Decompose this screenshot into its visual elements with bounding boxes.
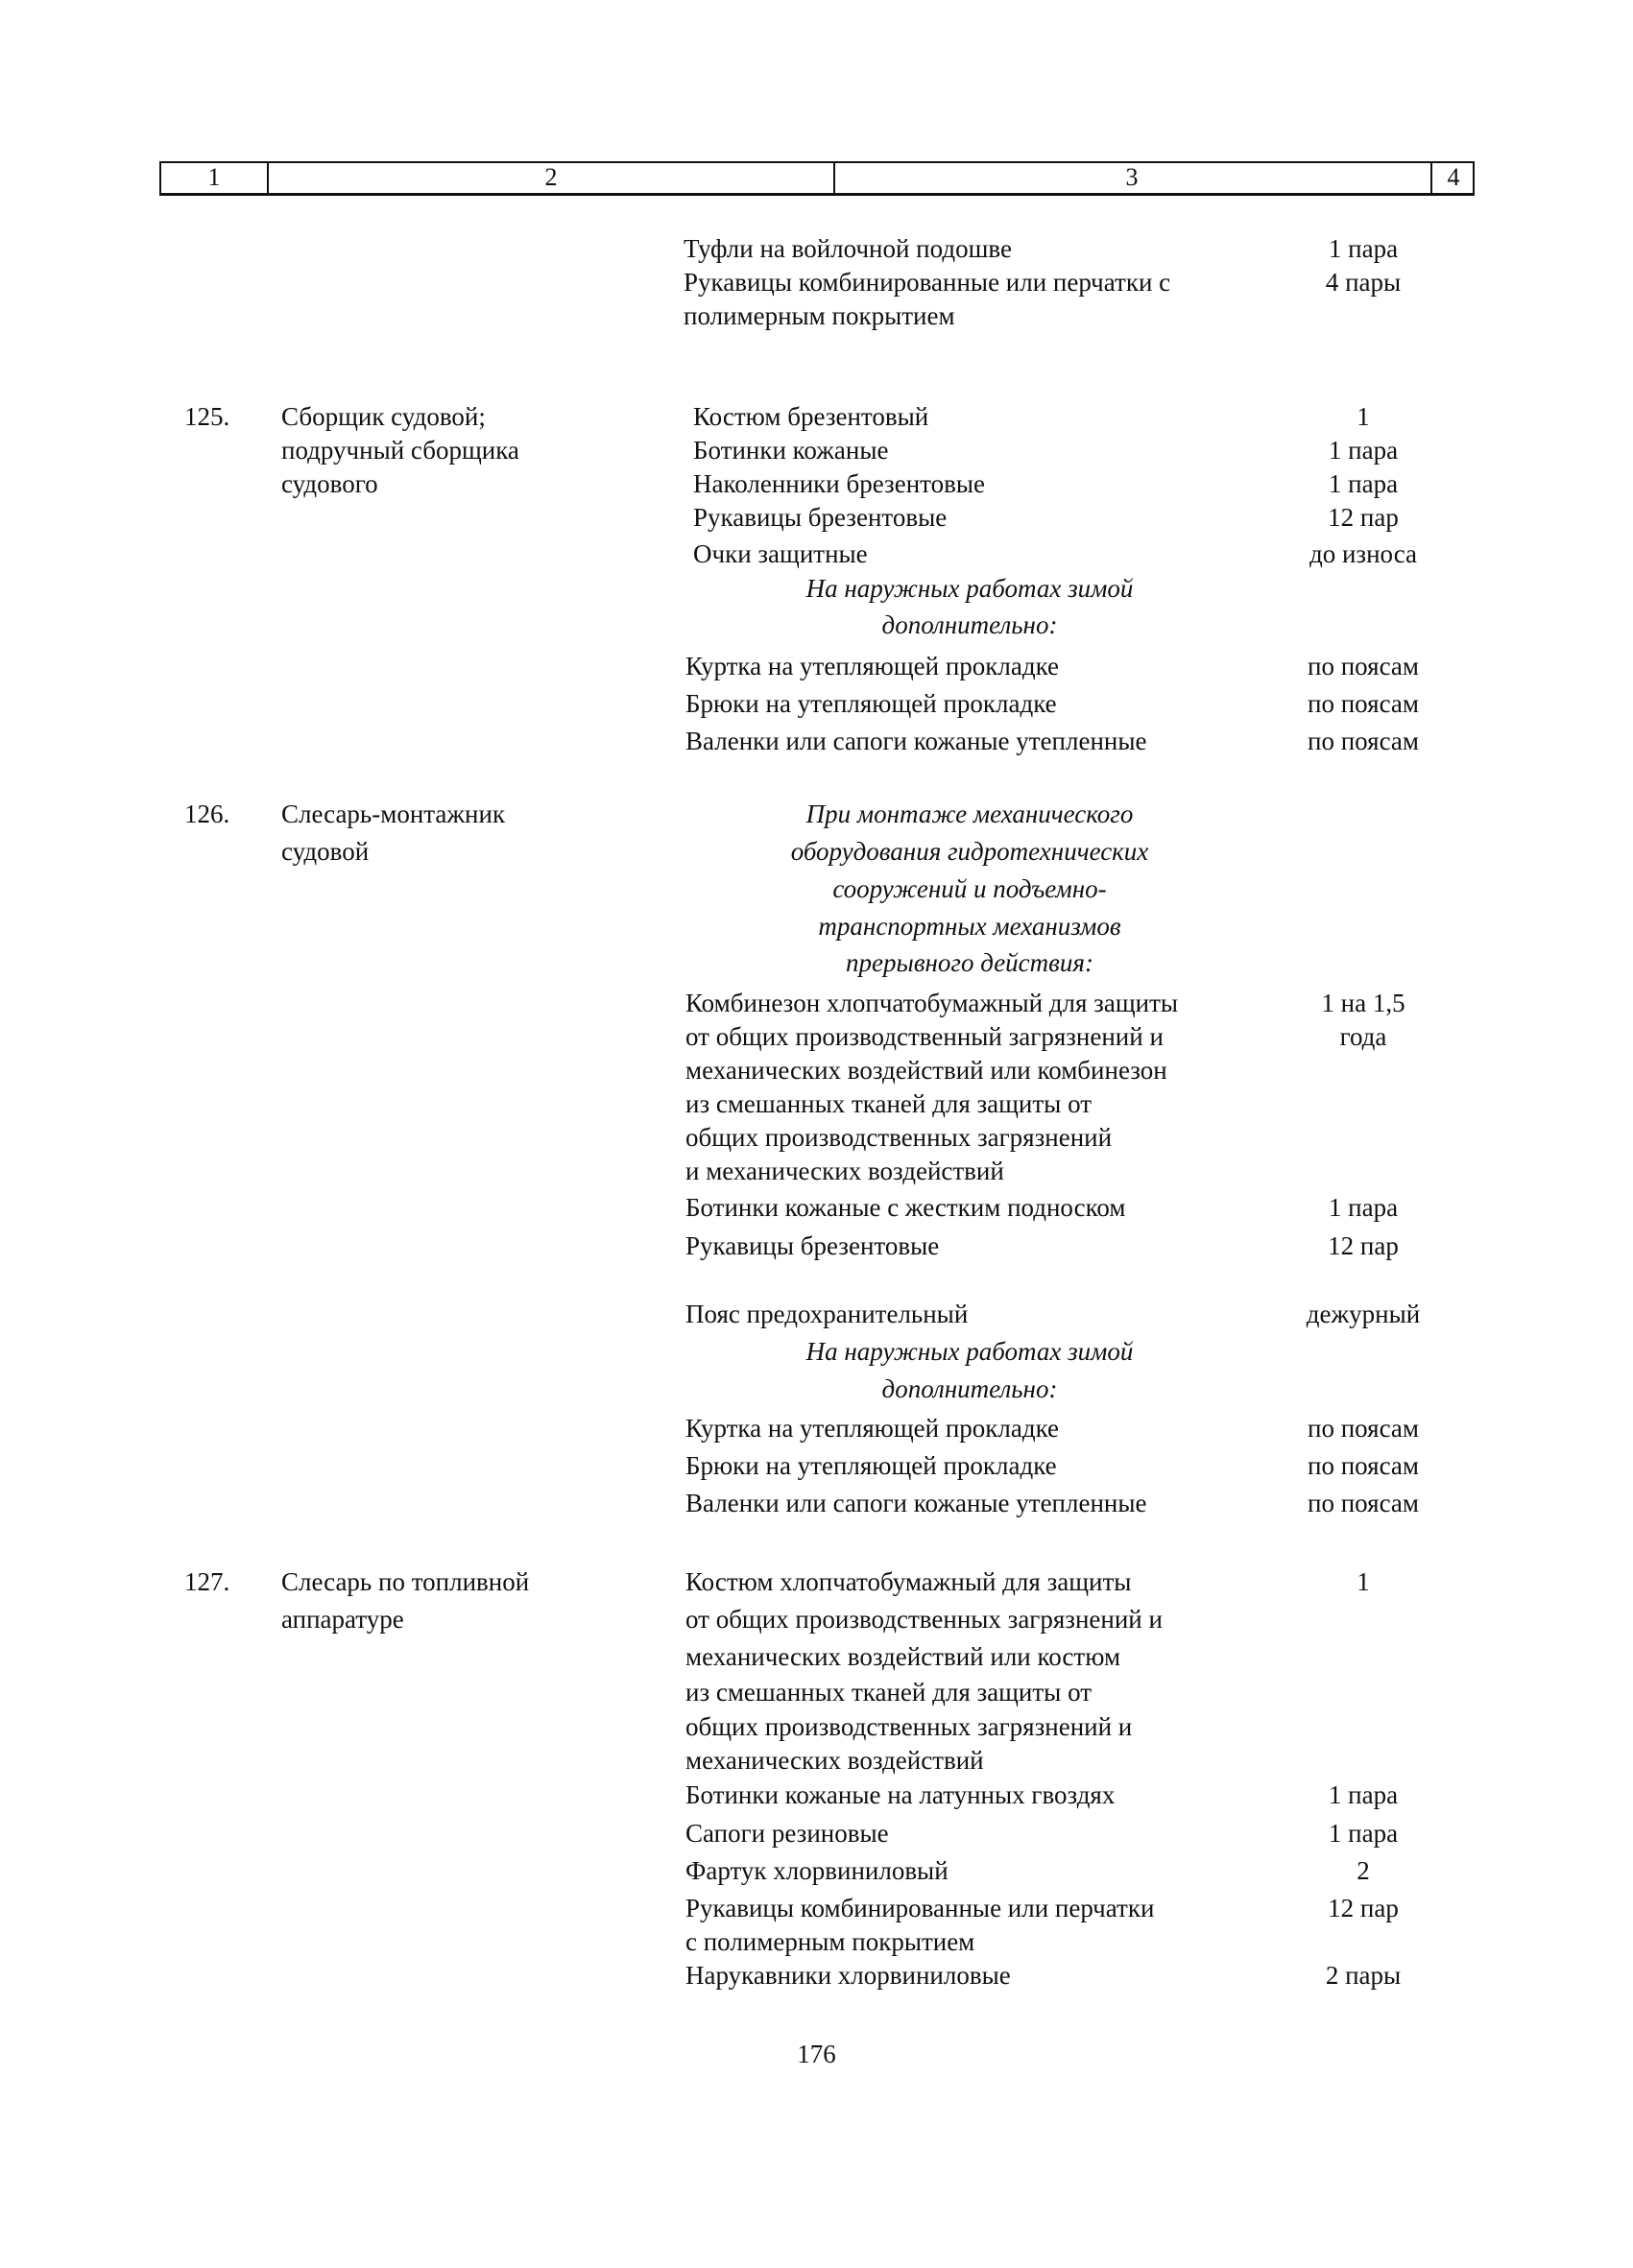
- item-norm: 1: [1357, 402, 1370, 431]
- profession-title: судовой: [281, 837, 370, 866]
- item-name: Рукавицы комбинированные или перчатки: [685, 1894, 1155, 1922]
- item-name: Фартук хлорвиниловый: [685, 1856, 949, 1885]
- item-norm: до износа: [1309, 539, 1418, 568]
- item-norm: 1 пара: [1328, 469, 1399, 498]
- item-name: с полимерным покрытием: [685, 1927, 975, 1956]
- entry-number: 126.: [184, 800, 230, 828]
- item-name: Ботинки кожаные на латунных гвоздях: [685, 1780, 1116, 1809]
- item-name: Куртка на утепляющей прокладке: [685, 1414, 1060, 1443]
- winter-note: На наружных работах зимой: [805, 574, 1134, 603]
- item-norm: по поясам: [1308, 1451, 1419, 1480]
- item-norm: 4 пары: [1325, 268, 1402, 297]
- item-name: Туфли на войлочной подошве: [684, 234, 1012, 263]
- page-number: 176: [797, 2040, 836, 2068]
- item-norm: года: [1339, 1022, 1387, 1051]
- condition-note: транспортных механизмов: [818, 912, 1121, 941]
- condition-note: оборудования гидротехнических: [790, 837, 1149, 866]
- item-norm: по поясам: [1308, 727, 1419, 755]
- item-name: полимерным покрытием: [684, 301, 955, 330]
- item-norm: 1 пара: [1328, 1193, 1399, 1222]
- item-name: Наколенники брезентовые: [693, 469, 985, 498]
- item-name: Костюм хлопчатобумажный для защиты: [685, 1567, 1132, 1596]
- item-norm: 12 пар: [1328, 1231, 1399, 1260]
- winter-note: дополнительно:: [881, 610, 1058, 639]
- item-name: Валенки или сапоги кожаные утепленные: [685, 1489, 1147, 1517]
- header-col-2: 2: [544, 163, 558, 191]
- item-name: механических воздействий или комбинезон: [685, 1056, 1167, 1085]
- item-name: Ботинки кожаные с жестким подноском: [685, 1193, 1126, 1222]
- profession-title: аппаратуре: [281, 1605, 404, 1634]
- entry-number: 127.: [184, 1567, 230, 1596]
- item-name: Куртка на утепляющей прокладке: [685, 652, 1060, 680]
- condition-note: При монтаже механического: [805, 800, 1134, 828]
- entry-number: 125.: [184, 402, 230, 431]
- item-norm: 1 пара: [1328, 436, 1399, 465]
- table-header-row: [159, 161, 1475, 196]
- condition-note: сооружений и подъемно-: [832, 874, 1107, 903]
- item-norm: 1 пара: [1328, 234, 1399, 263]
- condition-note: прерывного действия:: [846, 948, 1093, 977]
- item-norm: 2 пары: [1325, 1961, 1402, 1990]
- item-name: из смешанных тканей для защиты от: [685, 1089, 1093, 1118]
- item-norm: 12 пар: [1328, 503, 1399, 532]
- item-name: из смешанных тканей для защиты от: [685, 1678, 1093, 1707]
- item-norm: 1 пара: [1328, 1819, 1399, 1848]
- item-name: и механических воздействий: [685, 1157, 1004, 1185]
- item-name: Рукавицы брезентовые: [693, 503, 948, 532]
- header-col-3: 3: [1125, 163, 1139, 191]
- item-name: механических воздействий: [685, 1746, 984, 1775]
- item-norm: 1: [1357, 1567, 1370, 1596]
- item-name: от общих производственных загрязнений и: [685, 1605, 1163, 1634]
- item-name: Брюки на утепляющей прокладке: [685, 1451, 1057, 1480]
- item-name: Комбинезон хлопчатобумажный для защиты: [685, 989, 1179, 1017]
- item-name: механических воздействий или костюм: [685, 1642, 1121, 1671]
- item-norm: 2: [1357, 1856, 1370, 1885]
- item-norm: 1 пара: [1328, 1780, 1399, 1809]
- item-name: Нарукавники хлорвиниловые: [685, 1961, 1011, 1990]
- item-norm: по поясам: [1308, 689, 1419, 718]
- item-name: Рукавицы брезентовые: [685, 1231, 940, 1260]
- header-col-4: 4: [1447, 163, 1460, 191]
- item-name: Сапоги резиновые: [685, 1819, 889, 1848]
- item-name: Валенки или сапоги кожаные утепленные: [685, 727, 1147, 755]
- item-name: Пояс предохранительный: [685, 1300, 969, 1328]
- item-norm: по поясам: [1308, 1414, 1419, 1443]
- winter-note: На наружных работах зимой: [805, 1337, 1134, 1366]
- item-name: Брюки на утепляющей прокладке: [685, 689, 1057, 718]
- item-name: от общих производственный загрязнений и: [685, 1022, 1164, 1051]
- item-norm: по поясам: [1308, 1489, 1419, 1517]
- item-norm: по поясам: [1308, 652, 1419, 680]
- item-name: Рукавицы комбинированные или перчатки с: [684, 268, 1171, 297]
- winter-note: дополнительно:: [881, 1374, 1058, 1403]
- item-name: общих производственных загрязнений и: [685, 1712, 1133, 1741]
- profession-title: Сборщик судовой;: [281, 402, 486, 431]
- item-name: Костюм брезентовый: [693, 402, 929, 431]
- item-norm: дежурный: [1306, 1300, 1421, 1328]
- item-norm: 12 пар: [1328, 1894, 1399, 1922]
- profession-title: Слесарь-монтажник: [281, 800, 506, 828]
- profession-title: судового: [281, 469, 378, 498]
- item-name: Очки защитные: [693, 539, 868, 568]
- profession-title: Слесарь по топливной: [281, 1567, 530, 1596]
- item-name: общих производственных загрязнений: [685, 1123, 1113, 1152]
- item-name: Ботинки кожаные: [693, 436, 889, 465]
- item-norm: 1 на 1,5: [1321, 989, 1405, 1017]
- header-col-1: 1: [207, 163, 221, 191]
- profession-title: подручный сборщика: [281, 436, 519, 465]
